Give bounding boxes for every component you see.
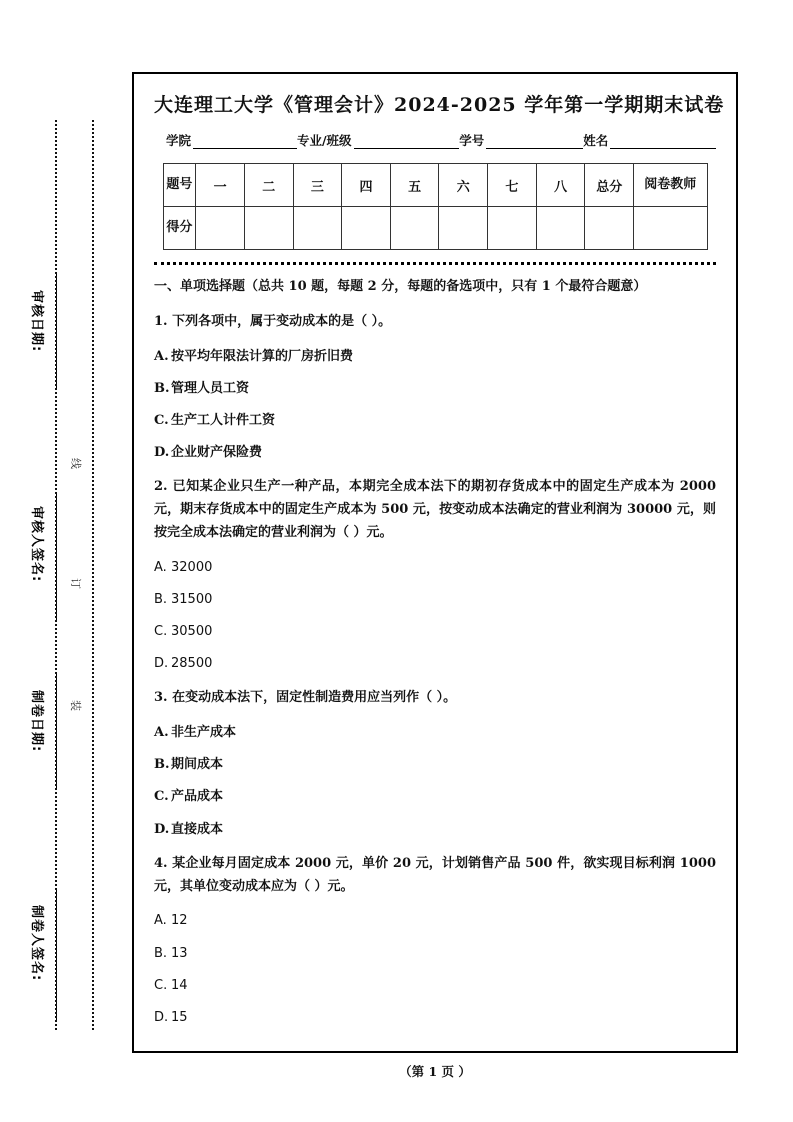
info-label-student-id: 学号: [459, 133, 485, 148]
question-4-option-b[interactable]: [154, 945, 716, 963]
score-table-value-row: [163, 207, 707, 250]
question-3-option-c[interactable]: [154, 788, 716, 806]
score-row-label-question-no-text: 题号: [166, 177, 193, 193]
exam-content: [134, 74, 736, 1027]
option-letter: D.: [154, 821, 170, 837]
option-letter: D.: [154, 1009, 169, 1025]
info-blank-name[interactable]: [610, 134, 716, 149]
question-stem-3: 3. 在变动成本法下，固定性制造费用应当列作（ ）。: [154, 690, 457, 706]
option-letter: B.: [154, 380, 170, 396]
score-col-5: 五: [390, 164, 439, 207]
info-blank-college[interactable]: [193, 134, 297, 149]
score-col-7: 七: [488, 164, 537, 207]
margin-label-preparer-sign: 制卷人签名:: [29, 905, 44, 982]
score-value-8[interactable]: [536, 207, 585, 250]
score-row-label-question-no: [163, 164, 196, 207]
score-col-3: 三: [293, 164, 342, 207]
question-stem-1: 1. 下列各项中，属于变动成本的是（ ）。: [154, 313, 392, 329]
option-text: 企业财产保险费: [171, 445, 263, 461]
exam-page-border: [132, 72, 738, 1053]
question-1-option-d[interactable]: [154, 444, 716, 462]
option-letter: A.: [154, 725, 169, 741]
option-letter: C.: [154, 412, 169, 428]
binding-dotted-line-inner: [92, 120, 94, 1030]
option-text: 31500: [171, 591, 213, 607]
score-col-2: 二: [244, 164, 293, 207]
option-text: 生产工人计件工资: [171, 412, 276, 428]
question-stem-4: 4. 某企业每月固定成本 2000 元，单价 20 元，计划销售产品 500 件，欲实现目标利润 1000 元，其单位变动成本应为（ ）元。: [154, 855, 716, 894]
question-3-option-b[interactable]: [154, 756, 716, 774]
score-row-label-score-text: 得分: [166, 220, 193, 236]
option-text: 14: [171, 977, 188, 993]
page-title: 大连理工大学《管理会计》2024‑2025 学年第一学期期末试卷: [154, 94, 725, 116]
seal-char-zhuang: 装: [66, 700, 86, 711]
option-text: 30500: [171, 623, 213, 639]
score-col-grader: 阅卷教师: [634, 164, 707, 207]
option-letter: D.: [154, 445, 170, 461]
score-col-total: 总分: [585, 164, 634, 207]
question-2-option-a[interactable]: [154, 559, 716, 577]
question-2-option-d[interactable]: [154, 655, 716, 673]
info-label-college: 学院: [166, 133, 192, 148]
option-text: 管理人员工资: [171, 380, 250, 396]
question-3-option-a[interactable]: [154, 724, 716, 742]
binding-margin: [0, 0, 132, 1122]
question-1-option-a[interactable]: [154, 348, 716, 366]
option-letter: A.: [154, 913, 167, 929]
score-col-8: 八: [536, 164, 585, 207]
score-col-4: 四: [342, 164, 391, 207]
page-footer: [132, 1062, 738, 1080]
score-value-grader[interactable]: [634, 207, 707, 250]
page-indicator: （第 1 页 ）: [399, 1064, 471, 1079]
option-text: 32000: [171, 559, 213, 575]
margin-label-review-date: 审核日期:: [29, 290, 44, 353]
student-info-line: [166, 131, 716, 149]
question-4-option-d[interactable]: [154, 1009, 716, 1027]
info-blank-major[interactable]: [354, 134, 460, 149]
score-value-total[interactable]: [585, 207, 634, 250]
option-text: 期间成本: [171, 757, 224, 773]
option-letter: C.: [154, 789, 169, 805]
score-value-5[interactable]: [390, 207, 439, 250]
binding-dotted-line-outer: [55, 120, 57, 1030]
score-value-4[interactable]: [342, 207, 391, 250]
seal-char-ding: 订: [66, 578, 86, 589]
option-letter: D.: [154, 656, 169, 672]
score-col-1: 一: [196, 164, 245, 207]
margin-label-reviewer-sign: 审核人签名:: [29, 506, 44, 583]
question-3-option-d[interactable]: [154, 821, 716, 839]
question-2-option-b[interactable]: [154, 591, 716, 609]
option-text: 按平均年限法计算的厂房折旧费: [171, 348, 354, 364]
option-text: 15: [171, 1009, 188, 1025]
score-value-7[interactable]: [488, 207, 537, 250]
score-table-header-row: [163, 164, 707, 207]
question-4-option-a[interactable]: [154, 912, 716, 930]
question-2-option-c[interactable]: [154, 623, 716, 641]
margin-label-prepare-date: 制卷日期:: [29, 690, 44, 753]
option-text: 非生产成本: [171, 725, 237, 741]
option-text: 13: [171, 945, 188, 961]
score-value-6[interactable]: [439, 207, 488, 250]
score-value-2[interactable]: [244, 207, 293, 250]
option-letter: A.: [154, 348, 169, 364]
option-letter: B.: [154, 591, 168, 607]
info-label-major: 专业/班级: [296, 133, 352, 148]
option-text: 28500: [171, 656, 213, 672]
option-text: 产品成本: [171, 789, 224, 805]
seal-char-xian: 线: [66, 458, 86, 469]
question-stem-2: 2. 已知某企业只生产一种产品，本期完全成本法下的期初存货成本中的固定生产成本为 2000 元，期末存货成本中的固定生产成本为 500 元，按变动成本法确定的营业利润为 30000 元，则按完全成本法确定的营业利润为（ ）元。: [154, 479, 716, 540]
score-row-label-score: [163, 207, 196, 250]
header-divider: [154, 262, 716, 265]
option-text: 直接成本: [171, 821, 224, 837]
section-heading-1: 一、单项选择题（总共 10 题，每题 2 分，每题的备选项中，只有 1 个最符合题意）: [154, 279, 647, 294]
score-table: [163, 163, 708, 250]
question-1-option-b[interactable]: [154, 380, 716, 398]
option-letter: A.: [154, 559, 167, 575]
option-letter: C.: [154, 977, 168, 993]
score-col-6: 六: [439, 164, 488, 207]
info-blank-student-id[interactable]: [486, 134, 583, 149]
score-value-3[interactable]: [293, 207, 342, 250]
info-label-name: 姓名: [583, 133, 609, 148]
option-text: 12: [171, 913, 188, 929]
score-table-body: [163, 164, 707, 250]
score-value-1[interactable]: [196, 207, 245, 250]
question-4-option-c[interactable]: [154, 977, 716, 995]
option-letter: C.: [154, 623, 168, 639]
option-letter: B.: [154, 757, 170, 773]
question-1-option-c[interactable]: [154, 412, 716, 430]
option-letter: B.: [154, 945, 168, 961]
